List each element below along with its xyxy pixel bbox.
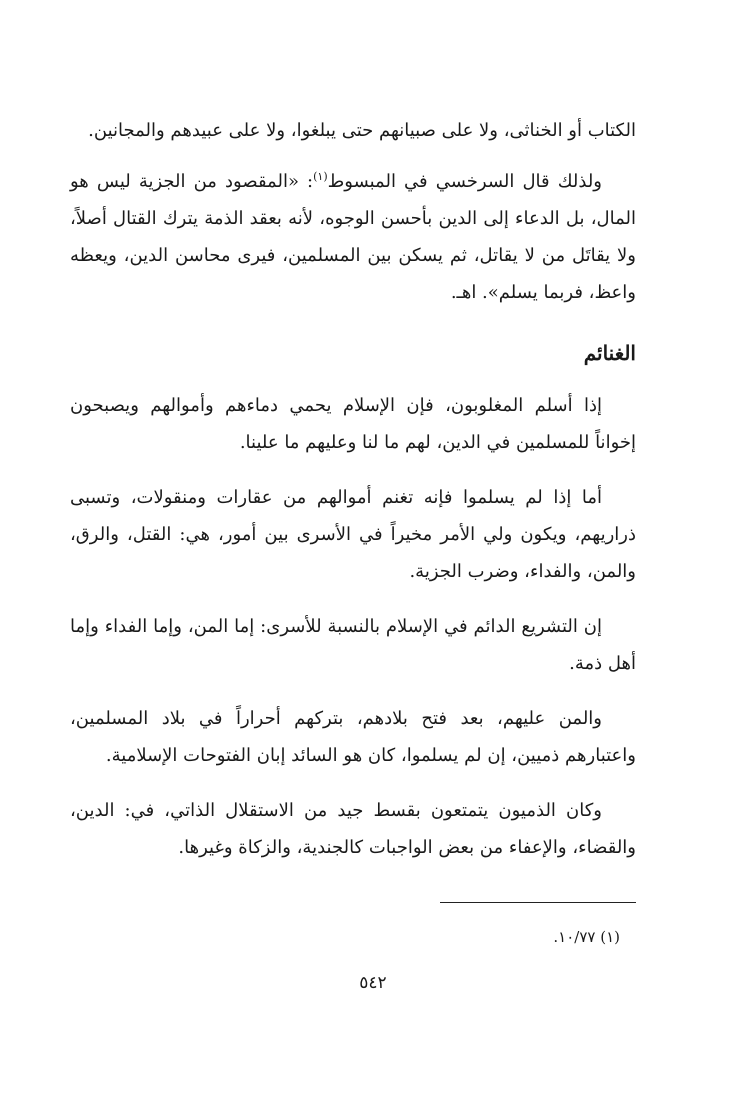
paragraph-clemency: والمن عليهم، بعد فتح بلادهم، بتركهم أحراراً في بلاد المسلمين، واعتبارهم ذميين، إن لم يسلموا، كان هو السائد إبان الفتوحات الإسلامية. (70, 708, 636, 766)
paragraph-converts: إذا أسلم المغلوبون، فإن الإسلام يحمي دماءهم وأموالهم ويصبحون إخواناً للمسلمين في الدين، لهم ما لنا وعليهم ما علينا. (70, 395, 636, 453)
section-heading: الغنائم (583, 341, 636, 365)
footnote: (١) ١٠/٧٧. (553, 928, 620, 946)
page-body (70, 112, 636, 866)
footnote-divider (440, 902, 636, 903)
paragraph-sarakhsi-quote (70, 163, 636, 311)
quote-text: : «المقصود من الجزية ليس هو المال، بل الدعاء إلى الدين بأحسن الوجوه، لأنه بعقد الذمة يترك القتال أصلاً، ولا يقاتَل من لا يقاتل، ثم يسكن بين المسلمين، فيرى محاسن الدين، ويعظه واعظ، فربما يسلم». اهـ. (70, 171, 636, 303)
page-number: ٥٤٢ (359, 973, 387, 993)
paragraph-dhimmi-autonomy: وكان الذميون يتمتعون بقسط جيد من الاستقلال الذاتي، في: الدين، والقضاء، والإعفاء من بعض الواجبات كالجندية، والزكاة وغيرها. (70, 800, 636, 858)
paragraph-continuation: الكتاب أو الخناثى، ولا على صبيانهم حتى يبلغوا، ولا على عبيدهم والمجانين. (88, 120, 636, 141)
paragraph-prisoners-law: إن التشريع الدائم في الإسلام بالنسبة للأسرى: إما المن، وإما الفداء وإما أهل ذمة. (70, 616, 636, 674)
quote-lead-text: ولذلك قال السرخسي في المبسوط (327, 171, 602, 192)
footnote-reference: (١) (313, 170, 328, 183)
paragraph-spoils: أما إذا لم يسلموا فإنه تغنم أموالهم من عقارات ومنقولات، وتسبى ذراريهم، ويكون ولي الأمر مخيراً في الأسرى بين أمور، هي: القتل، والرق، والمن، والفداء، وضرب الجزية. (70, 487, 636, 582)
